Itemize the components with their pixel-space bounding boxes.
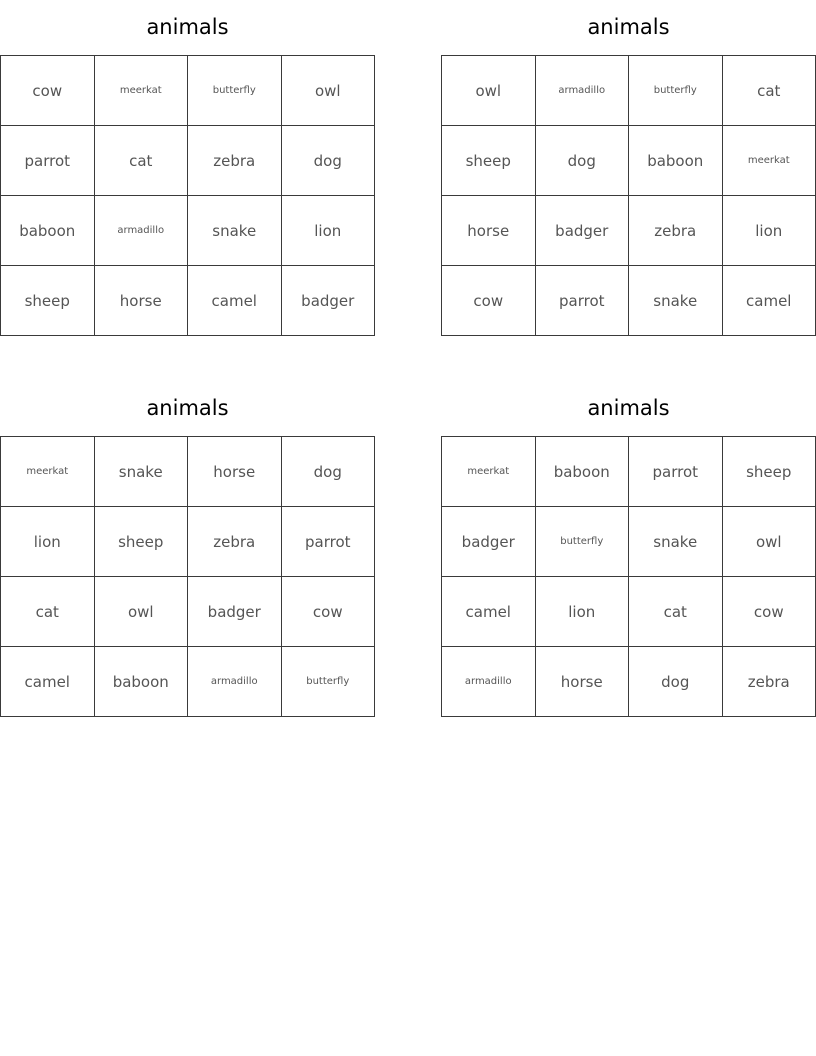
grid-cell: camel [188, 266, 282, 336]
grid-row [1, 647, 375, 717]
grid-row [1, 126, 375, 196]
grid-cell: butterfly [535, 507, 629, 577]
grid-row [442, 266, 816, 336]
grid-cell: owl [94, 577, 188, 647]
grid-cell: badger [281, 266, 375, 336]
card-title: animals [146, 396, 229, 420]
grid-cell: dog [629, 647, 723, 717]
grid-cell: meerkat [722, 126, 816, 196]
grid-row [442, 126, 816, 196]
card-title: animals [587, 15, 670, 39]
grid-cell: sheep [94, 507, 188, 577]
grid-row [1, 56, 375, 126]
bingo-card [0, 0, 375, 336]
bingo-grid [441, 436, 816, 717]
grid-cell: sheep [722, 437, 816, 507]
grid-cell: cat [94, 126, 188, 196]
grid-cell: zebra [188, 126, 282, 196]
bingo-grid [0, 436, 375, 717]
bingo-card [0, 381, 375, 717]
grid-cell: baboon [94, 647, 188, 717]
grid-cell: badger [535, 196, 629, 266]
grid-cell: meerkat [442, 437, 536, 507]
grid-cell: zebra [188, 507, 282, 577]
grid-row [1, 577, 375, 647]
grid-cell: armadillo [442, 647, 536, 717]
grid-cell: meerkat [1, 437, 95, 507]
grid-cell: owl [281, 56, 375, 126]
grid-row [442, 56, 816, 126]
grid-cell: parrot [1, 126, 95, 196]
grid-cell: cow [281, 577, 375, 647]
grid-cell: cow [722, 577, 816, 647]
grid-cell: dog [281, 437, 375, 507]
card-title: animals [146, 15, 229, 39]
grid-cell: butterfly [629, 56, 723, 126]
grid-cell: camel [1, 647, 95, 717]
grid-cell: lion [281, 196, 375, 266]
bingo-grid [441, 55, 816, 336]
grid-cell: parrot [281, 507, 375, 577]
grid-cell: cat [1, 577, 95, 647]
grid-row [442, 647, 816, 717]
grid-cell: horse [535, 647, 629, 717]
grid-cell: lion [1, 507, 95, 577]
grid-cell: horse [188, 437, 282, 507]
grid-cell: dog [535, 126, 629, 196]
grid-cell: snake [188, 196, 282, 266]
grid-cell: baboon [629, 126, 723, 196]
grid-cell: sheep [1, 266, 95, 336]
grid-cell: cow [442, 266, 536, 336]
grid-cell: butterfly [281, 647, 375, 717]
grid-cell: armadillo [535, 56, 629, 126]
grid-cell: cow [1, 56, 95, 126]
bingo-grid [0, 55, 375, 336]
grid-cell: owl [442, 56, 536, 126]
grid-row [442, 437, 816, 507]
grid-row [1, 437, 375, 507]
grid-cell: butterfly [188, 56, 282, 126]
grid-row [1, 266, 375, 336]
grid-cell: cat [629, 577, 723, 647]
grid-cell: lion [722, 196, 816, 266]
grid-cell: horse [442, 196, 536, 266]
grid-cell: zebra [629, 196, 723, 266]
grid-cell: lion [535, 577, 629, 647]
grid-cell: snake [629, 266, 723, 336]
bingo-card [441, 0, 816, 336]
grid-cell: armadillo [94, 196, 188, 266]
grid-cell: zebra [722, 647, 816, 717]
grid-cell: dog [281, 126, 375, 196]
grid-row [442, 196, 816, 266]
grid-cell: baboon [535, 437, 629, 507]
grid-cell: owl [722, 507, 816, 577]
grid-cell: snake [94, 437, 188, 507]
grid-cell: snake [629, 507, 723, 577]
grid-row [442, 577, 816, 647]
grid-cell: parrot [629, 437, 723, 507]
bingo-card [441, 381, 816, 717]
grid-cell: horse [94, 266, 188, 336]
grid-row [442, 507, 816, 577]
grid-cell: badger [442, 507, 536, 577]
grid-cell: meerkat [94, 56, 188, 126]
grid-cell: cat [722, 56, 816, 126]
grid-cell: baboon [1, 196, 95, 266]
grid-cell: armadillo [188, 647, 282, 717]
grid-cell: parrot [535, 266, 629, 336]
card-title: animals [587, 396, 670, 420]
grid-cell: badger [188, 577, 282, 647]
grid-cell: camel [722, 266, 816, 336]
grid-row [1, 196, 375, 266]
grid-cell: sheep [442, 126, 536, 196]
grid-cell: camel [442, 577, 536, 647]
grid-row [1, 507, 375, 577]
